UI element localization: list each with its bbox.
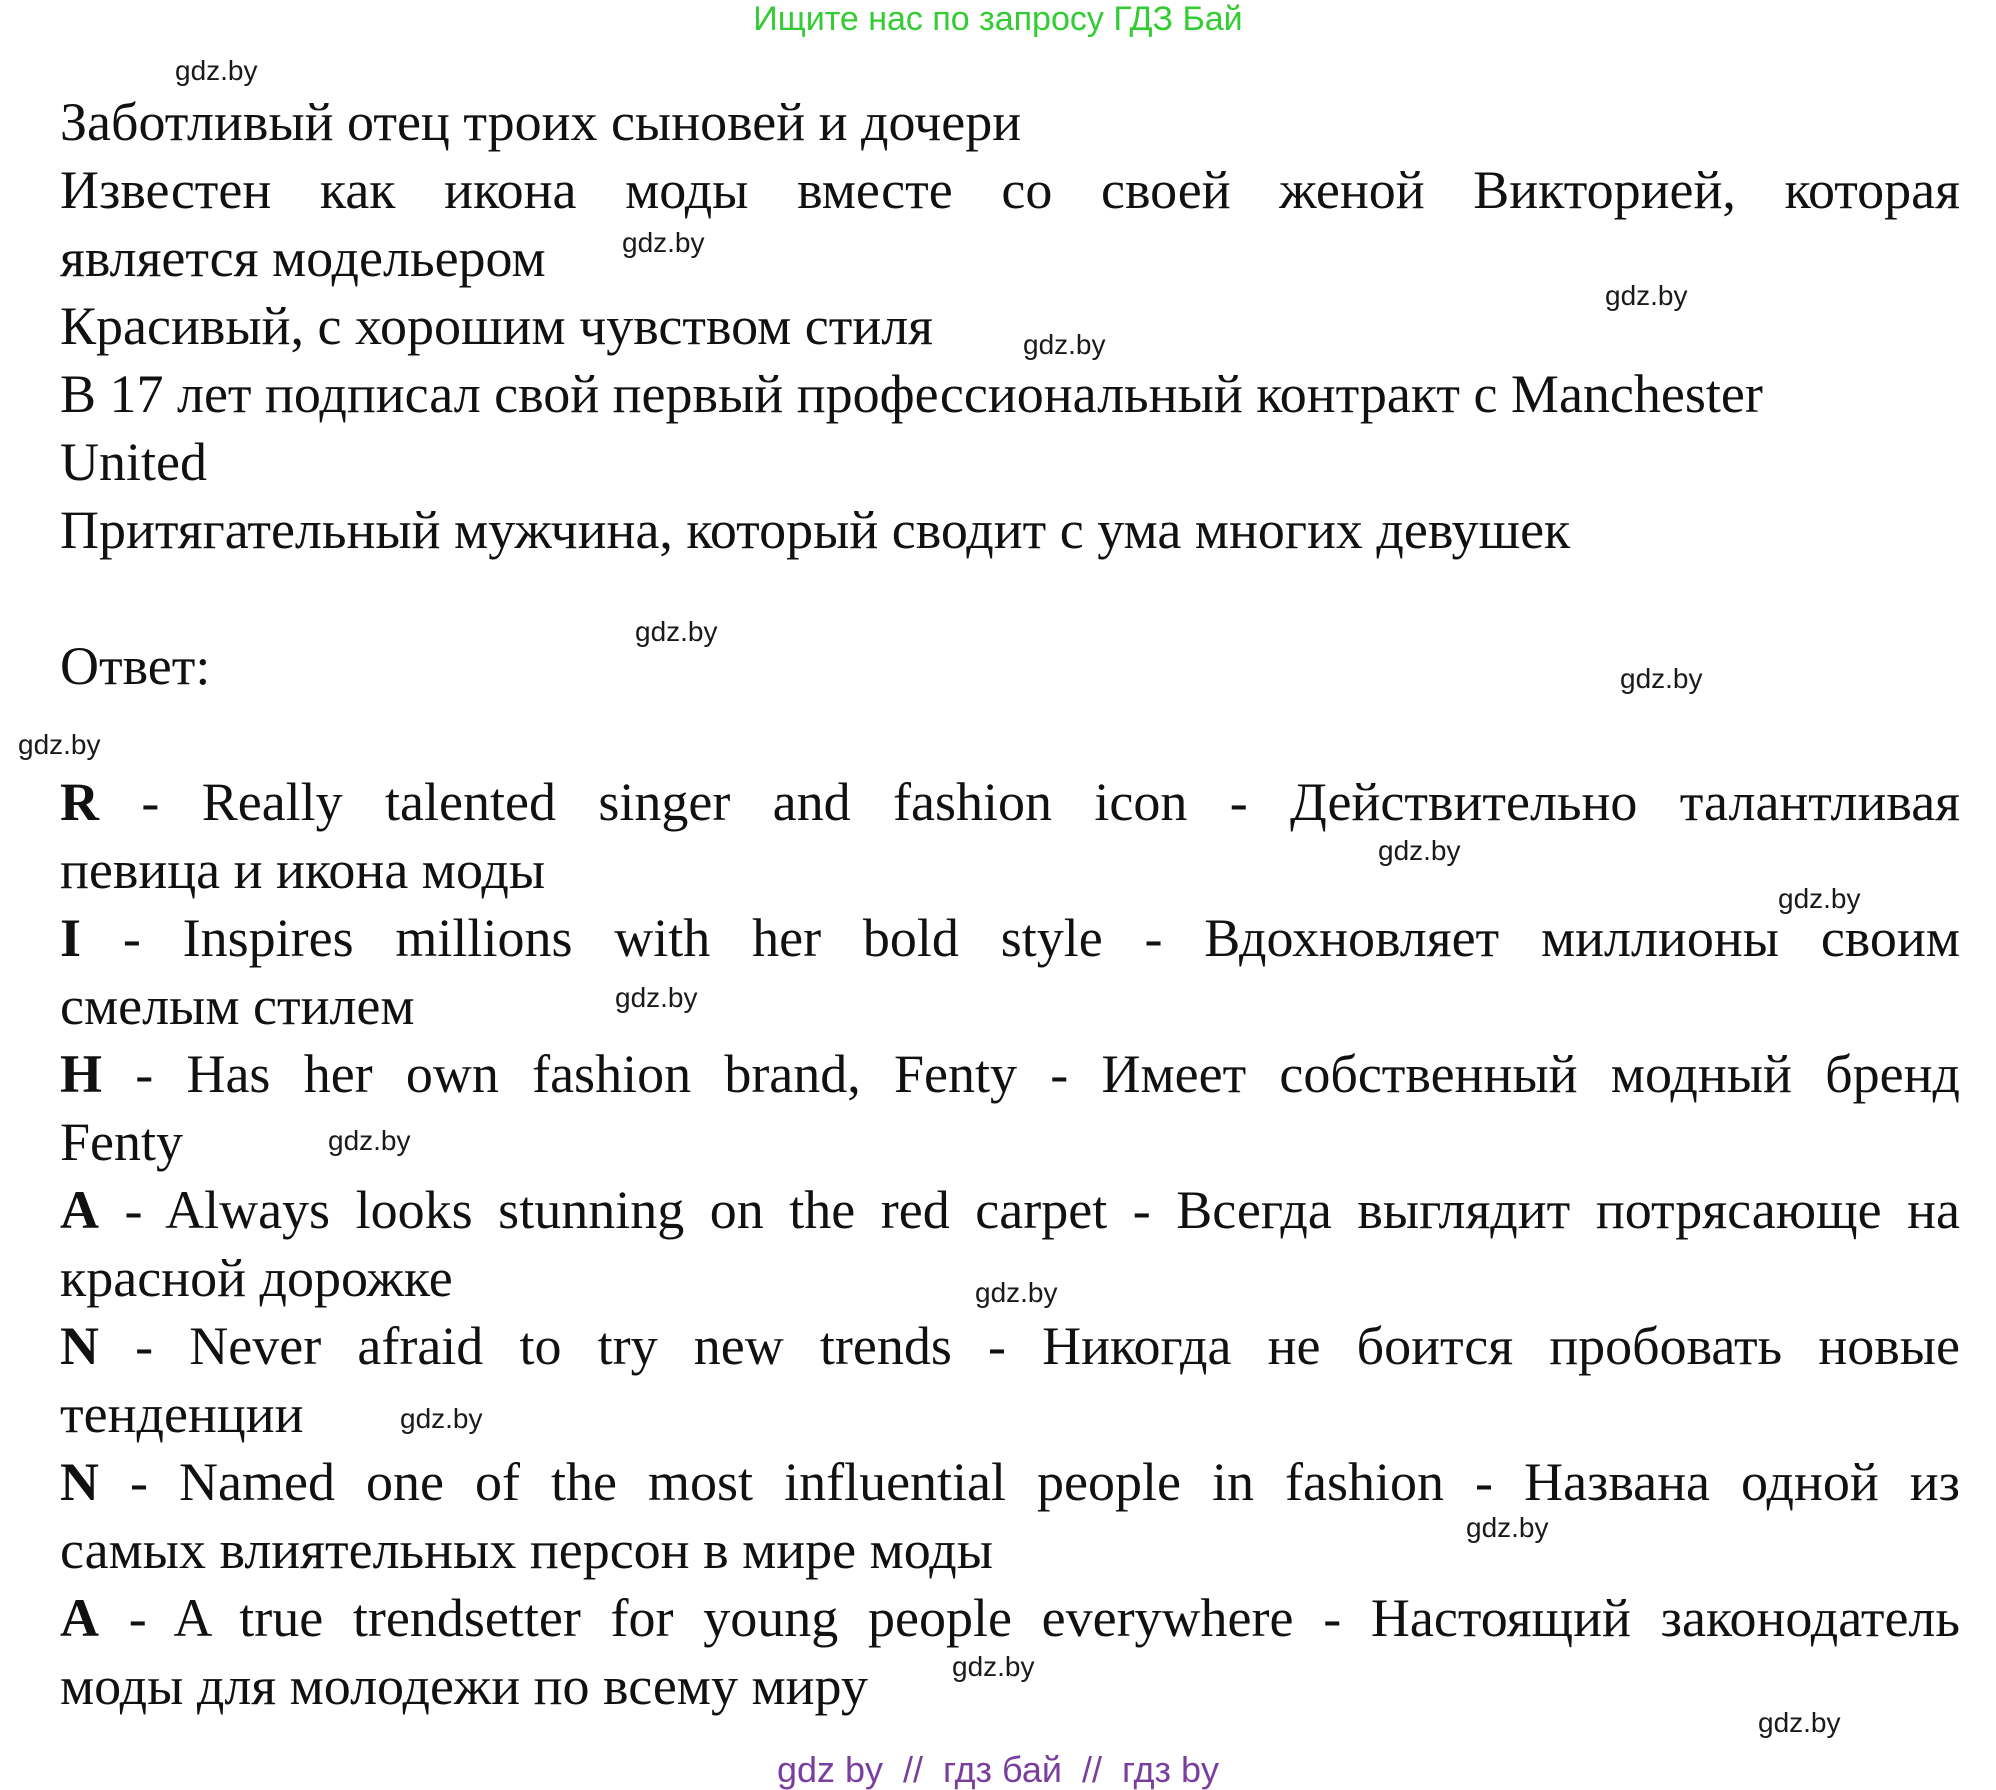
acrostic-text: - Always looks stunning on the red carpet - Всегда выглядит потрясающе на xyxy=(99,1180,1960,1240)
acrostic-line xyxy=(60,1180,1960,1240)
acrostic-letter: I xyxy=(60,908,82,968)
watermark: gdz.by xyxy=(1378,835,1461,866)
acrostic-line xyxy=(60,1452,1960,1512)
watermark: gdz.by xyxy=(635,616,718,647)
description-line: United xyxy=(60,432,207,492)
description-line: Красивый, с хорошим чувством стиля xyxy=(60,296,934,356)
watermark: gdz.by xyxy=(975,1277,1058,1308)
acrostic-line-continued: певица и икона моды xyxy=(60,840,546,900)
description-line: Заботливый отец троих сыновей и дочери xyxy=(60,92,1022,152)
watermark: gdz.by xyxy=(1466,1512,1549,1543)
acrostic-letter: N xyxy=(60,1452,99,1512)
acrostic-letter: N xyxy=(60,1316,99,1376)
watermark: gdz.by xyxy=(175,55,258,86)
acrostic-line-continued: Fenty xyxy=(60,1112,184,1172)
bottom-banner: gdz by // гдз бай // гдз by xyxy=(776,1749,1220,1790)
watermark: gdz.by xyxy=(1620,663,1703,694)
acrostic-letter: A xyxy=(60,1180,99,1240)
description-line: Известен как икона моды вместе со своей женой Викторией, которая xyxy=(60,160,1960,220)
acrostic-line-continued: тенденции xyxy=(60,1384,304,1444)
acrostic-line xyxy=(60,772,1960,832)
acrostic-text: - Inspires millions with her bold style - Вдохновляет миллионы своим xyxy=(81,908,1960,968)
acrostic-letter: A xyxy=(60,1588,99,1648)
acrostic-letter: H xyxy=(60,1044,103,1104)
watermark: gdz.by xyxy=(400,1403,483,1434)
watermark: gdz.by xyxy=(1758,1707,1841,1738)
watermark: gdz.by xyxy=(1778,883,1861,914)
acrostic-line xyxy=(60,1316,1960,1376)
acrostic-text: - A true trendsetter for young people everywhere - Настоящий законодатель xyxy=(99,1588,1960,1648)
acrostic-letter: R xyxy=(60,772,99,832)
acrostic-line xyxy=(60,1588,1960,1648)
watermark: gdz.by xyxy=(328,1125,411,1156)
acrostic-line-continued: моды для молодежи по всему миру xyxy=(60,1656,868,1716)
description-line: В 17 лет подписал свой первый профессиональный контракт с Manchester xyxy=(60,364,1763,424)
acrostic-line-continued: самых влиятельных персон в мире моды xyxy=(60,1520,993,1580)
watermark: gdz.by xyxy=(1605,280,1688,311)
acrostic-text: - Really talented singer and fashion icon - Действительно талантливая xyxy=(99,772,1960,832)
acrostic-text: - Named one of the most influential people in fashion - Названа одной из xyxy=(99,1452,1960,1512)
acrostic-text: - Has her own fashion brand, Fenty - Имеет собственный модный бренд xyxy=(102,1044,1960,1104)
acrostic-line xyxy=(60,1044,1960,1104)
acrostic-text: - Never afraid to try new trends - Никогда не боится пробовать новые xyxy=(99,1316,1960,1376)
watermark: gdz.by xyxy=(622,227,705,258)
watermark: gdz.by xyxy=(18,729,101,760)
answer-label: Ответ: xyxy=(60,636,211,696)
description-line: Притягательный мужчина, который сводит с ума многих девушек xyxy=(60,500,1571,560)
watermark: gdz.by xyxy=(1023,329,1106,360)
acrostic-line xyxy=(60,908,1960,968)
acrostic-line-continued: красной дорожке xyxy=(60,1248,453,1308)
acrostic-line-continued: смелым стилем xyxy=(60,976,415,1036)
top-banner: Ищите нас по запросу ГДЗ Бай xyxy=(753,0,1243,38)
watermark: gdz.by xyxy=(952,1651,1035,1682)
watermark: gdz.by xyxy=(615,982,698,1013)
description-line: является модельером xyxy=(60,228,546,288)
